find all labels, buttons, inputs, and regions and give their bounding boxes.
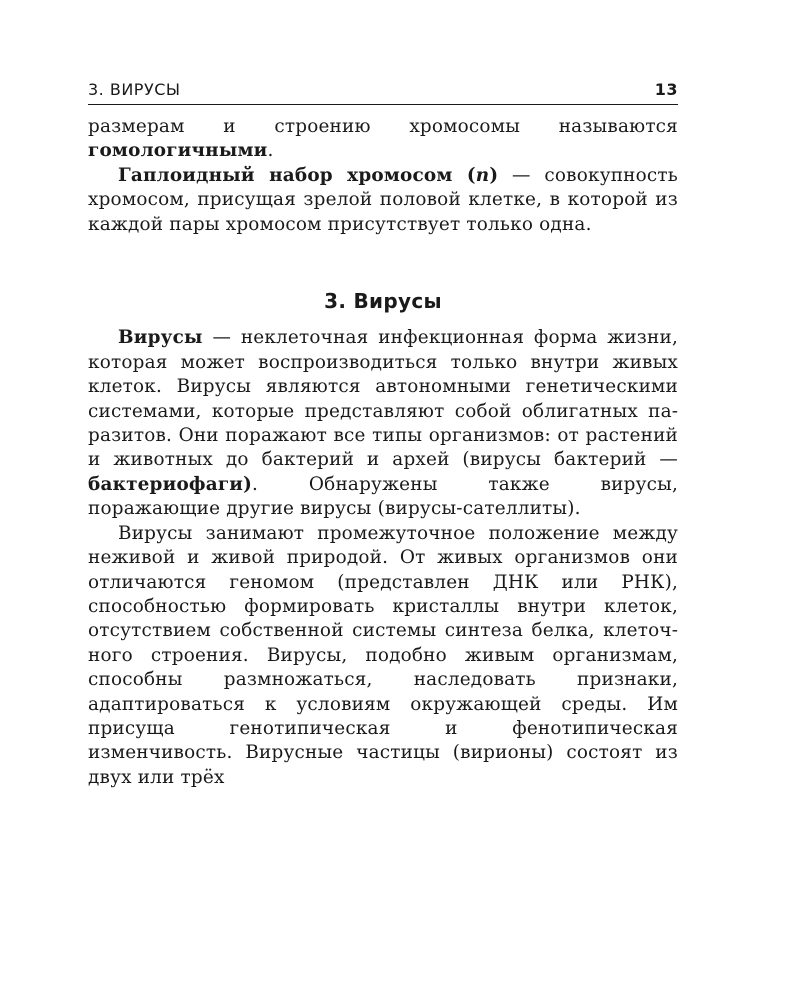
paragraph-homologous (88, 115, 678, 164)
page-body (88, 115, 678, 790)
paragraph-end: . (267, 140, 274, 162)
term-haploid-variable: n (475, 164, 490, 186)
section-title: 3. Вирусы (324, 289, 442, 314)
page-number: 13 (654, 80, 678, 99)
term-haploid-close: ) (489, 164, 499, 186)
paragraph-viruses-definition (88, 326, 678, 521)
term-viruses: Вирусы (118, 327, 203, 349)
term-homologous: гомологичными (88, 140, 268, 162)
paragraph-haploid (88, 164, 678, 237)
paragraph-text: — совокупность хромосом, присущая зрелой половой клетке, в которой из каждой пары хромосом присутствует только одна. (88, 164, 678, 235)
paragraph-text: размерам и строению хромосомы называются (88, 116, 678, 137)
term-haploid-text: Гаплоидный набор хромосом ( (118, 164, 476, 186)
paragraph-text: — неклеточная инфекционная форма жизни, которая может воспроизводиться только внутри живых клеток. Вирусы являются автономными генетическими системами, которые представляют собой облигатных паразитов. Они поражают все типы организмов: от растений и животных до бактерий и архей (вирусы бактерий — (88, 327, 678, 471)
running-header (88, 80, 678, 105)
book-page (88, 80, 678, 790)
paragraph-viruses-position: Вирусы занимают промежуточное положение между неживой и живой природой. От живых организмов они отличаются геномом (представлен ДНК или РНК), способностью формировать кристаллы внутри клеток, отсутствием собственной системы синтеза белка, клеточного строения. Вирусы, подобно живым организмам, способны размножаться, наследовать признаки, адаптироваться к условиям окружающей среды. Им присуща генотипическая и фенотипическая изменчивость. Вирусные частицы (вирионы) состоят из двух или трёх (88, 522, 678, 788)
term-haploid (118, 165, 498, 186)
section-label: 3. ВИРУСЫ (88, 80, 181, 99)
term-bacteriophages: бактериофаги) (88, 473, 253, 495)
paragraph-text: . Обнаружены также вирусы, поражающие другие вирусы (вирусы-сателлиты). (88, 473, 678, 520)
